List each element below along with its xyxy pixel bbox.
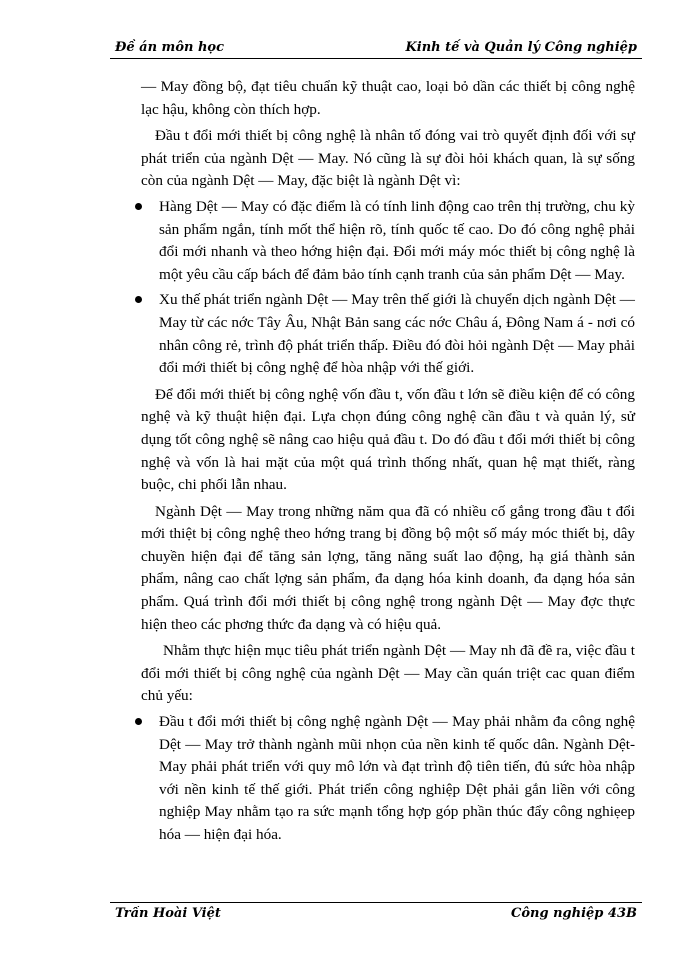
header-rule bbox=[110, 58, 642, 59]
list-item-text: Xu thế phát triển ngành Dệt — May trên thế giới là chuyển dịch ngành Dệt — May từ các nớc Tây Âu, Nhật Bản sang các nớc Châu á, Đông Nam á - nơi có nhân công rẻ, trình độ phát triển thấp. Điều đó đòi hỏi ngành Dệt — May phải đổi mới thiết bị công nghệ để hòa nhập với thế giới. bbox=[159, 291, 635, 377]
paragraph-continuation: — May đồng bộ, đạt tiêu chuẩn kỹ thuật cao, loại bỏ dần các thiết bị công nghệ lạc hậu, không còn thích hợp. bbox=[141, 78, 635, 118]
list-item bbox=[141, 711, 635, 847]
bullet-icon bbox=[135, 203, 142, 210]
footer-rule bbox=[110, 902, 642, 903]
paragraph-investment-role: Đầu t đổi mới thiết bị công nghệ là nhân tố đóng vai trò quyết định đối với sự phát triển của ngành Dệt — May. Nó cũng là sự đòi hỏi khách quan, là sự sống còn của ngành Dệt — May, đặc biệt là ngành Dệt vì: bbox=[141, 127, 635, 190]
list-item bbox=[141, 196, 635, 286]
list-item bbox=[141, 289, 635, 379]
bullet-list-viewpoints bbox=[141, 711, 635, 847]
paragraph-viewpoints: Nhằm thực hiện mục tiêu phát triển ngành Dệt — May nh đã đề ra, việc đầu t đổi mới thiết bị công nghệ của ngành Dệt — May cần quán triệt cac quan điểm chủ yếu: bbox=[141, 642, 635, 705]
list-item-text: Hàng Dệt — May có đặc điểm là có tính linh động cao trên thị trường, chu kỳ sản phẩm ngắn, tính mốt thể hiện rõ, tính quốc tế cao. Do đó công nghệ phải đổi mới nhanh và theo hớng hiện đại. Đổi mới máy móc thiết bị công nghệ là một yêu cầu cấp bách để đảm bảo tính cạnh tranh của sản phẩm Dệt — May. bbox=[159, 197, 635, 283]
bullet-icon bbox=[135, 296, 142, 303]
header-subject: Kinh tế và Quản lý Công nghiệp bbox=[405, 40, 637, 55]
bullet-list-reasons bbox=[141, 196, 635, 380]
document-body bbox=[141, 76, 635, 847]
header-course-title: Đề án môn học bbox=[115, 40, 225, 55]
footer-author: Trần Hoài Việt bbox=[115, 906, 221, 921]
list-item-text: Đầu t đổi mới thiết bị công nghệ ngành Dệt — May phải nhằm đa công nghệ Dệt — May trở thành ngành mũi nhọn của nền kinh tế quốc dân. Ngành Dệt- May phải phát triển với quy mô lớn và đạt trình độ tiên tiến, đủ sức hòa nhập với nền kinh tế thế giới. Phát triển công nghiệp Dệt phải gắn liền với công nghiệp May nhằm tạo ra sức mạnh tổng hợp góp phần thúc đẩy công nghiẹep hóa — hiện đại hóa. bbox=[159, 713, 635, 843]
paragraph-efforts: Ngành Dệt — May trong những năm qua đã có nhiều cố gắng trong đầu t đổi mới thiệt bị công nghệ theo hớng trang bị đồng bộ một số máy móc thiết bị, dây chuyền hiện đại để tăng sản lợng, tăng năng suất lao động, hạ giá thành sản phẩm, nâng cao chất lợng sản phẩm, đa dạng hóa kinh doanh, đa dạng hóa sản phẩm. Quá trình đổi mới thiết bị công nghệ trong ngành Dệt — May đợc thực hiện theo các phơng thức đa dạng và có hiệu quả. bbox=[141, 502, 635, 633]
page-header bbox=[115, 38, 637, 60]
bullet-icon bbox=[135, 718, 142, 725]
footer-class: Công nghiệp 43B bbox=[511, 906, 637, 921]
paragraph-capital: Để đổi mới thiết bị công nghệ vốn đầu t, vốn đầu t lớn sẽ điều kiện để có công nghệ và kỹ thuật hiện đại. Lựa chọn đúng công nghệ cần đầu t và quản lý, sử dụng tốt công nghệ sẽ nâng cao hiệu quả đầu t. Do đó đầu t đổi mới thiết bị công nghệ và vốn là hai mặt của một quá trình thống nhất, quan hệ mạt thiết, ràng buộc, chi phối lẫn nhau. bbox=[141, 385, 635, 494]
page-footer bbox=[115, 906, 637, 926]
